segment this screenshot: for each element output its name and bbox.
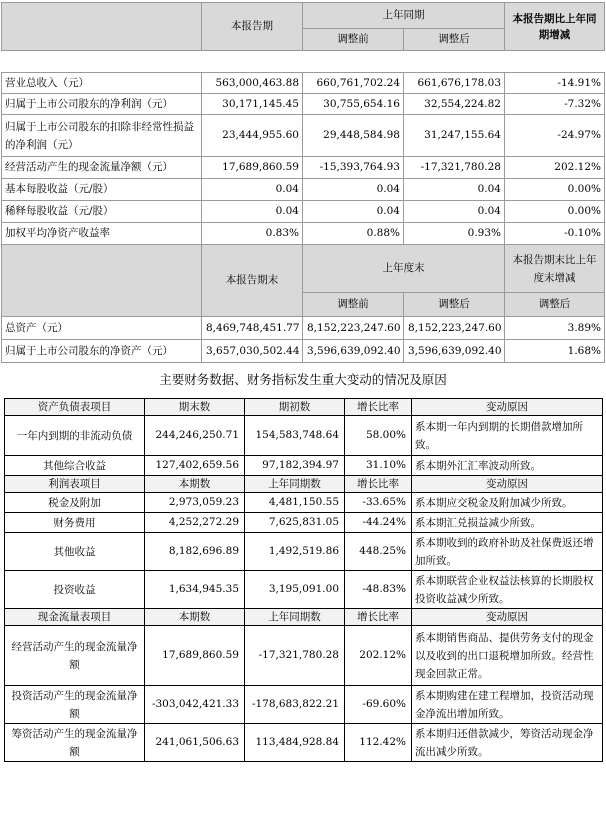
- after-adjust-value: 0.93%: [404, 223, 505, 245]
- column-header: 本期数: [145, 609, 245, 626]
- column-header: 期末数: [145, 399, 245, 416]
- item-name: 其他收益: [5, 533, 145, 571]
- t1-header-last-year: 上年同期: [303, 3, 505, 29]
- column-header: 增长比率: [345, 399, 412, 416]
- major-changes-table: [4, 398, 603, 762]
- column-header: 现金流量表项目: [5, 609, 145, 626]
- growth-ratio: 202.12%: [345, 626, 412, 686]
- section-header-row: [5, 476, 603, 493]
- previous-amount: 7,625,831.05: [245, 513, 345, 533]
- table-row: [5, 493, 603, 513]
- item-name: 投资活动产生的现金流量净额: [5, 686, 145, 724]
- t1-header-change: 本报告期比上年同期增减: [505, 3, 605, 51]
- growth-ratio: -33.65%: [345, 493, 412, 513]
- change-reason: 系本期联营企业权益法核算的长期股权投资收益减少所致。: [412, 571, 603, 609]
- column-header: 期初数: [245, 399, 345, 416]
- change-value: -0.10%: [505, 223, 605, 245]
- previous-amount: 97,182,394.97: [245, 456, 345, 476]
- row-label: 营业总收入（元）: [2, 73, 202, 94]
- growth-ratio: 112.42%: [345, 724, 412, 762]
- change-reason: 系本期销售商品、提供劳务支付的现金以及收到的出口退税增加所致。经营性现金回款正常。: [412, 626, 603, 686]
- table-row: [5, 416, 603, 456]
- table-row: [5, 533, 603, 571]
- previous-amount: -178,683,822.21: [245, 686, 345, 724]
- row-label: 加权平均净资产收益率: [2, 223, 202, 245]
- growth-ratio: 448.25%: [345, 533, 412, 571]
- change-value: 202.12%: [505, 157, 605, 179]
- t1-corner-cell: [2, 3, 202, 51]
- current-amount: 244,246,250.71: [145, 416, 245, 456]
- t1-header-current: 本报告期: [202, 3, 303, 51]
- key-financial-data-table: [1, 2, 605, 363]
- item-name: 税金及附加: [5, 493, 145, 513]
- current-amount: 4,252,272.29: [145, 513, 245, 533]
- column-header: 上年同期数: [245, 609, 345, 626]
- after-adjust-value: 0.04: [404, 201, 505, 223]
- current-amount: 1,634,945.35: [145, 571, 245, 609]
- table-row: [2, 340, 605, 363]
- current-amount: 17,689,860.59: [145, 626, 245, 686]
- after-adjust-value: -17,321,780.28: [404, 157, 505, 179]
- row-label: 基本每股收益（元/股）: [2, 179, 202, 201]
- item-name: 财务费用: [5, 513, 145, 533]
- current-amount: 8,182,696.89: [145, 533, 245, 571]
- previous-amount: 1,492,519.86: [245, 533, 345, 571]
- table-row: [2, 157, 605, 179]
- table-row: [2, 73, 605, 94]
- table-row: [2, 223, 605, 245]
- section-title: 主要财务数据、财务指标发生重大变动的情况及原因: [159, 372, 447, 387]
- before-adjust-value: -15,393,764.93: [303, 157, 404, 179]
- row-label: 稀释每股收益（元/股）: [2, 201, 202, 223]
- table-row: [2, 317, 605, 340]
- previous-amount: 113,484,928.84: [245, 724, 345, 762]
- change-value: -24.97%: [505, 115, 605, 157]
- change-value: 1.68%: [505, 340, 605, 363]
- current-amount: 241,061,506.63: [145, 724, 245, 762]
- growth-ratio: 58.00%: [345, 416, 412, 456]
- row-label: 归属于上市公司股东的净资产（元）: [2, 340, 202, 363]
- current-value: 0.04: [202, 201, 303, 223]
- item-name: 其他综合收益: [5, 456, 145, 476]
- table-row: [5, 724, 603, 762]
- growth-ratio: -69.60%: [345, 686, 412, 724]
- section-header-row: [5, 609, 603, 626]
- before-adjust-value: 29,448,584.98: [303, 115, 404, 157]
- row-label: 经营活动产生的现金流量净额（元）: [2, 157, 202, 179]
- t1-header2-change: 本报告期末比上年度末增减: [505, 245, 605, 293]
- column-header: 变动原因: [412, 609, 603, 626]
- item-name: 筹资活动产生的现金流量净额: [5, 724, 145, 762]
- after-adjust-value: 661,676,178.03: [404, 73, 505, 94]
- t1-header-after: 调整后: [404, 29, 505, 51]
- current-value: 23,444,955.60: [202, 115, 303, 157]
- growth-ratio: -48.83%: [345, 571, 412, 609]
- item-name: 投资收益: [5, 571, 145, 609]
- change-reason: 系本期一年内到期的长期借款增加所致。: [412, 416, 603, 456]
- previous-amount: 4,481,150.55: [245, 493, 345, 513]
- row-label: 归属于上市公司股东的扣除非经常性损益的净利润（元）: [2, 115, 202, 157]
- after-adjust-value: 0.04: [404, 179, 505, 201]
- before-adjust-value: 8,152,223,247.60: [303, 317, 404, 340]
- current-amount: 2,973,059.23: [145, 493, 245, 513]
- table-row: [5, 456, 603, 476]
- t1-header2-current: 本报告期末: [202, 245, 303, 317]
- t1-header-before: 调整前: [303, 29, 404, 51]
- item-name: 经营活动产生的现金流量净额: [5, 626, 145, 686]
- column-header: 增长比率: [345, 476, 412, 493]
- column-header: 变动原因: [412, 476, 603, 493]
- change-reason: 系本期归还借款减少，筹资活动现金净流出减少所致。: [412, 724, 603, 762]
- previous-amount: 3,195,091.00: [245, 571, 345, 609]
- current-value: 8,469,748,451.77: [202, 317, 303, 340]
- change-value: -7.32%: [505, 94, 605, 115]
- column-header: 上年同期数: [245, 476, 345, 493]
- column-header: 变动原因: [412, 399, 603, 416]
- previous-amount: -17,321,780.28: [245, 626, 345, 686]
- change-reason: 系本期外汇汇率波动所致。: [412, 456, 603, 476]
- t1-header2-last-year-end: 上年度末: [303, 245, 505, 293]
- column-header: 利润表项目: [5, 476, 145, 493]
- current-amount: 127,402,659.56: [145, 456, 245, 476]
- change-reason: 系本期收到的政府补助及社保费返还增加所致。: [412, 533, 603, 571]
- change-value: -14.91%: [505, 73, 605, 94]
- table-row: [5, 513, 603, 533]
- after-adjust-value: 32,554,224.82: [404, 94, 505, 115]
- column-header: 资产负债表项目: [5, 399, 145, 416]
- column-header: 增长比率: [345, 609, 412, 626]
- current-value: 30,171,145.45: [202, 94, 303, 115]
- before-adjust-value: 0.88%: [303, 223, 404, 245]
- before-adjust-value: 30,755,654.16: [303, 94, 404, 115]
- section-header-row: [5, 399, 603, 416]
- before-adjust-value: 0.04: [303, 179, 404, 201]
- before-adjust-value: 0.04: [303, 201, 404, 223]
- current-value: 0.83%: [202, 223, 303, 245]
- after-adjust-value: 31,247,155.64: [404, 115, 505, 157]
- table-row: [5, 571, 603, 609]
- after-adjust-value: 3,596,639,092.40: [404, 340, 505, 363]
- table-row: [2, 94, 605, 115]
- growth-ratio: -44.24%: [345, 513, 412, 533]
- current-value: 0.04: [202, 179, 303, 201]
- row-label: 总资产（元）: [2, 317, 202, 340]
- growth-ratio: 31.10%: [345, 456, 412, 476]
- previous-amount: 154,583,748.64: [245, 416, 345, 456]
- change-reason: 系本期汇兑损益减少所致。: [412, 513, 603, 533]
- current-value: 3,657,030,502.44: [202, 340, 303, 363]
- table-row: [2, 201, 605, 223]
- change-value: 0.00%: [505, 179, 605, 201]
- t1-header2-before: 调整前: [303, 293, 404, 317]
- after-adjust-value: 8,152,223,247.60: [404, 317, 505, 340]
- column-header: 本期数: [145, 476, 245, 493]
- change-reason: 系本期应交税金及附加减少所致。: [412, 493, 603, 513]
- current-value: 17,689,860.59: [202, 157, 303, 179]
- change-value: 3.89%: [505, 317, 605, 340]
- before-adjust-value: 660,761,702.24: [303, 73, 404, 94]
- t1-header2-after-2: 调整后: [505, 293, 605, 317]
- table-row: [2, 115, 605, 157]
- change-value: 0.00%: [505, 201, 605, 223]
- table-row: [2, 179, 605, 201]
- change-reason: 系本期购建在建工程增加，投资活动现金净流出增加所致。: [412, 686, 603, 724]
- table-row: [5, 686, 603, 724]
- before-adjust-value: 3,596,639,092.40: [303, 340, 404, 363]
- t1-header2-after: 调整后: [404, 293, 505, 317]
- item-name: 一年内到期的非流动负债: [5, 416, 145, 456]
- current-amount: -303,042,421.33: [145, 686, 245, 724]
- current-value: 563,000,463.88: [202, 73, 303, 94]
- t1-corner-cell-2: [2, 245, 202, 317]
- table-row: [5, 626, 603, 686]
- row-label: 归属于上市公司股东的净利润（元）: [2, 94, 202, 115]
